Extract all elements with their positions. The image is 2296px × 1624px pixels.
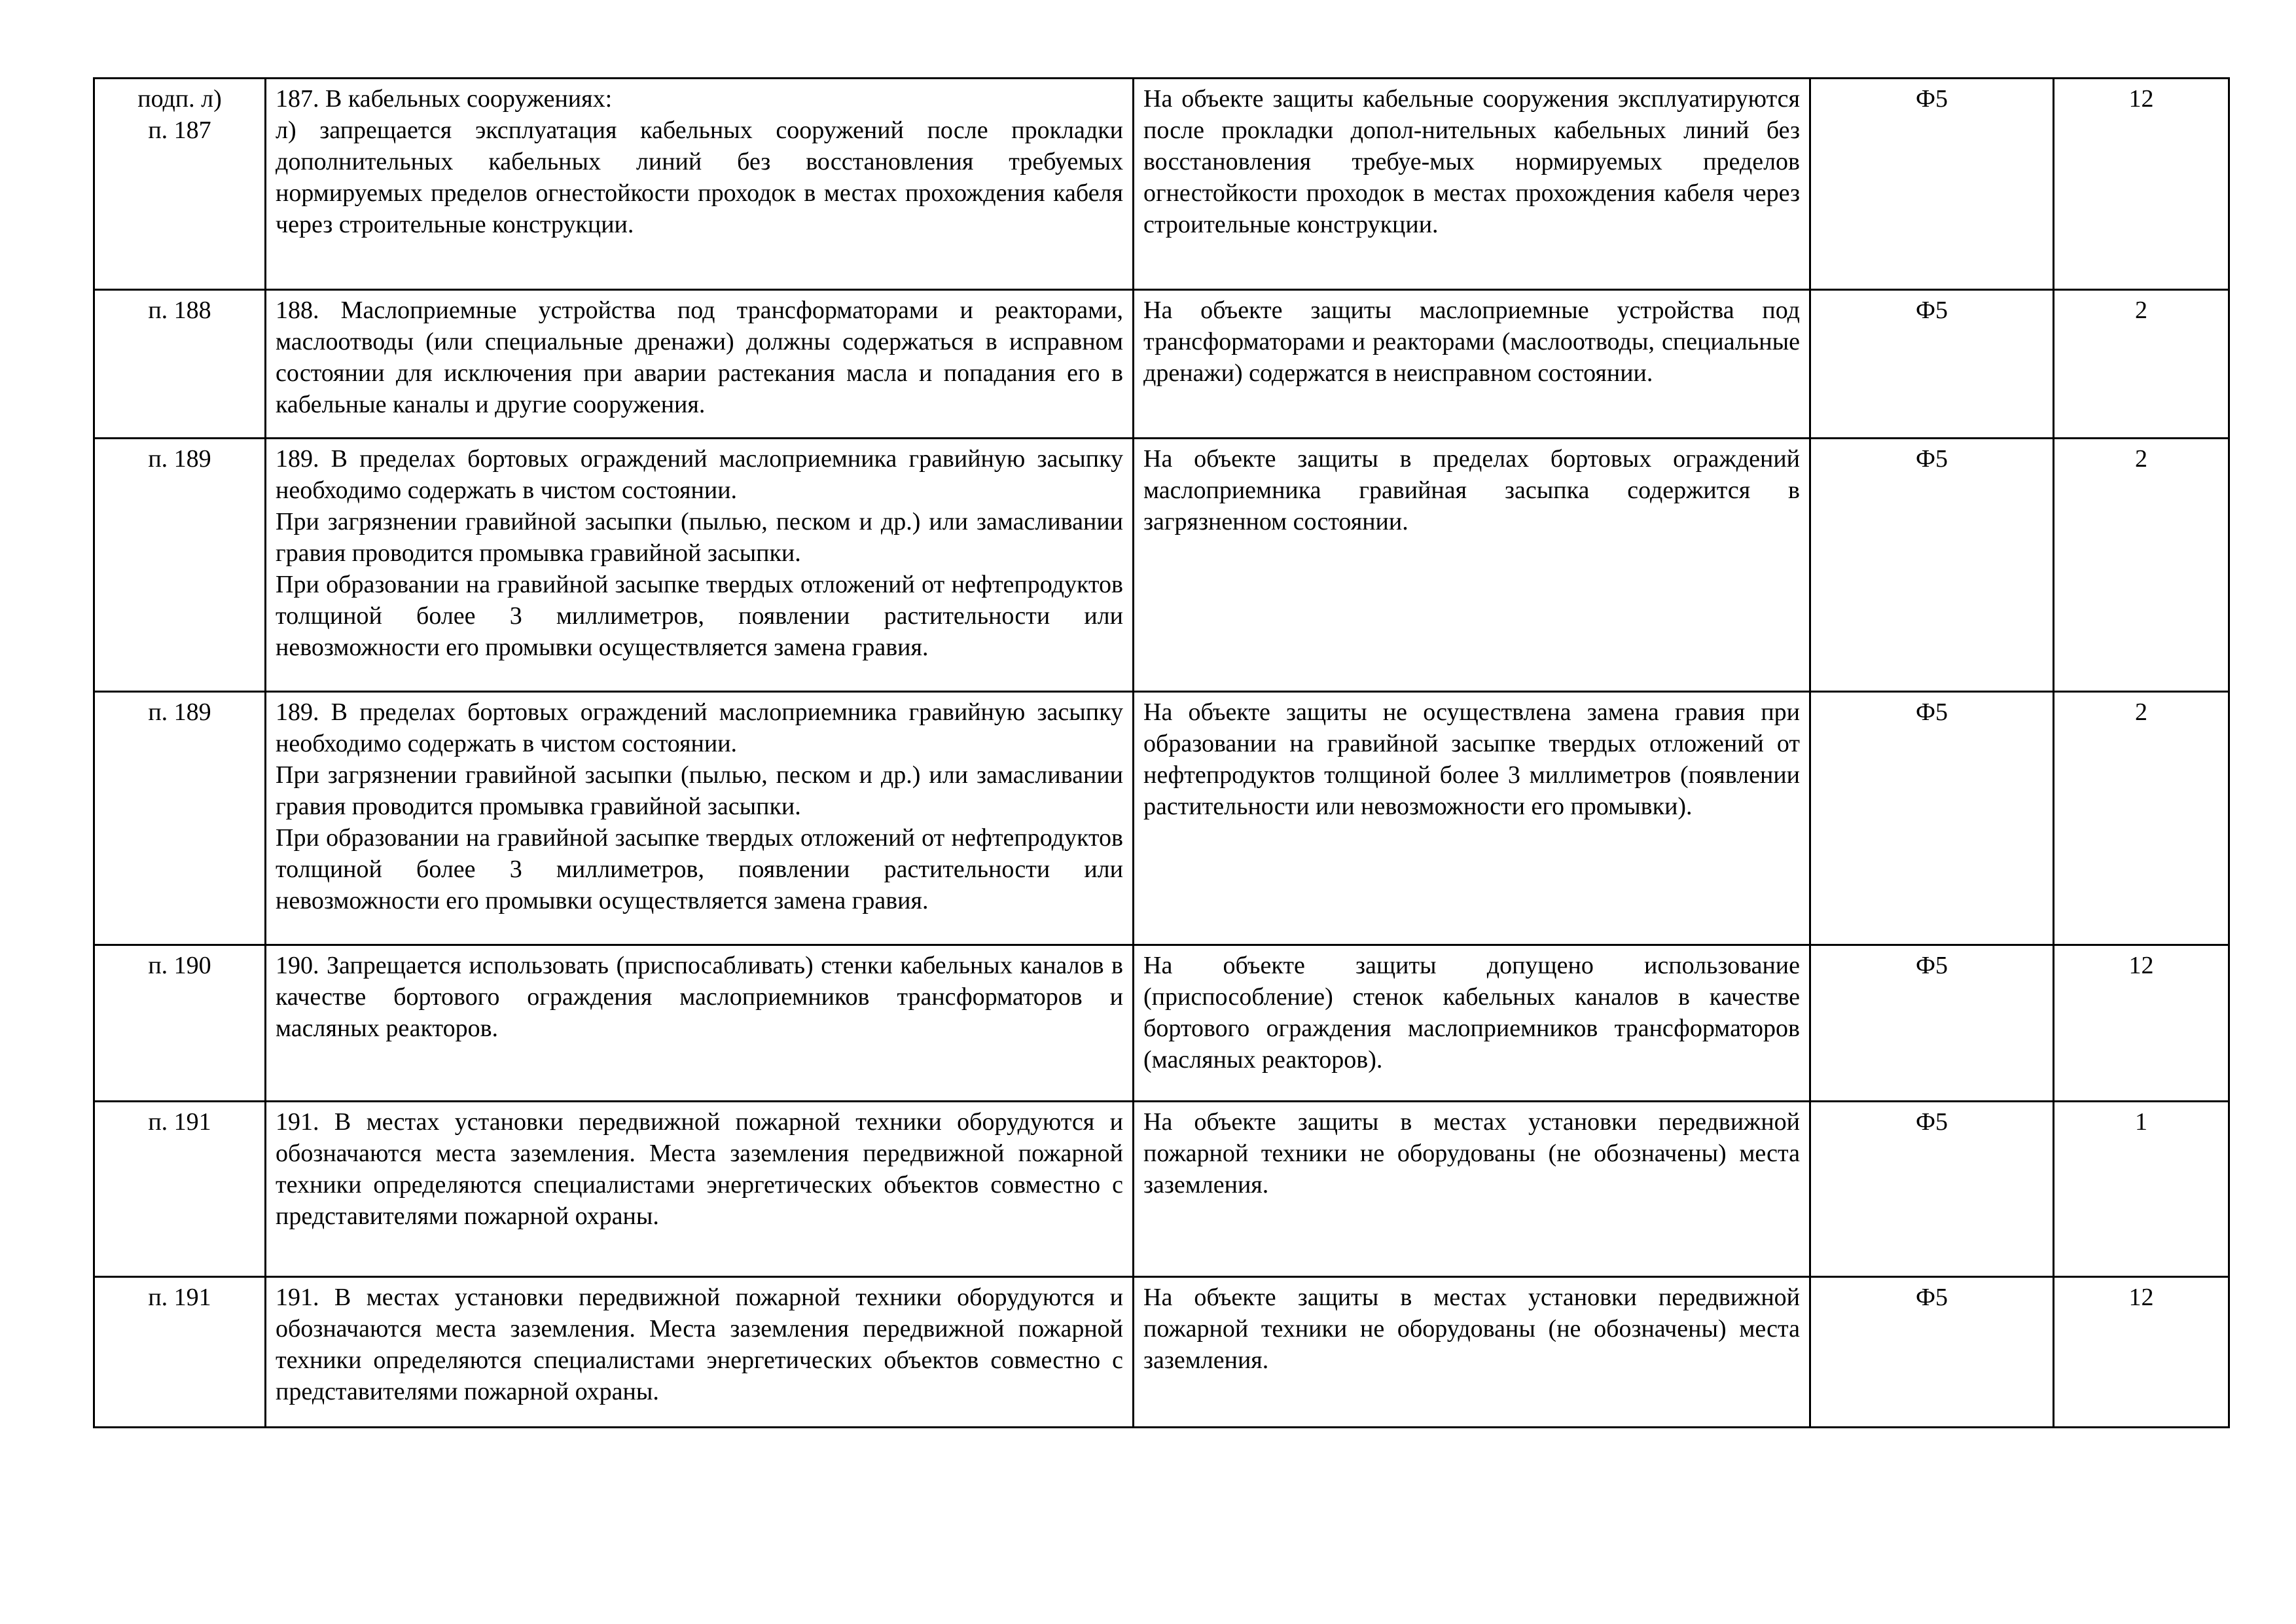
violation-text: На объекте защиты маслоприемные устройства под трансформаторами и реакторами (маслоотводы, специальные дренажи) содержатся в неисправном состоянии.: [1143, 297, 1800, 387]
clause-ref-line: п. 191: [148, 1108, 211, 1136]
number-cell: 12: [2054, 79, 2229, 290]
table-row: [94, 79, 2229, 290]
clause-ref-cell: [94, 79, 266, 290]
clause-ref-cell: [94, 1102, 266, 1277]
clause-ref-cell: [94, 945, 266, 1102]
violation-text: На объекте защиты допущено использование (приспособление) стенок кабельных каналов в качестве бортового ограждения маслоприемников трансформаторов (масляных реакторов).: [1143, 952, 1800, 1074]
clause-ref-line: п. 190: [148, 952, 211, 979]
requirement-paragraph: л) запрещается эксплуатация кабельных сооружений после прокладки дополнительных кабельных линий без восстановления требуемых нормируемых пределов огнестойкости проходок в местах прохождения кабеля через строительные конструкции.: [276, 117, 1123, 238]
violation-cell: [1134, 1277, 1810, 1428]
violation-cell: [1134, 1102, 1810, 1277]
code-cell: Ф5: [1810, 692, 2054, 945]
requirement-cell: [266, 439, 1134, 692]
code-cell: Ф5: [1810, 439, 2054, 692]
requirement-paragraph: При образовании на гравийной засыпке твердых отложений от нефтепродуктов толщиной более 3 миллиметров, появлении растительности или невозможности его промывки осуществляется замена гравия.: [276, 824, 1123, 914]
clause-ref-line: п. 188: [148, 297, 211, 324]
requirement-paragraph: 191. В местах установки передвижной пожарной техники оборудуются и обозначаются места заземления. Места заземления передвижной пожарной техники определяются специалистами энергетических объектов совместно с представителями пожарной охраны.: [276, 1284, 1123, 1405]
violation-cell: [1134, 79, 1810, 290]
table-row: [94, 439, 2229, 692]
clause-ref-cell: [94, 290, 266, 439]
number-cell: 12: [2054, 945, 2229, 1102]
table-row: [94, 1277, 2229, 1428]
requirement-paragraph: 191. В местах установки передвижной пожарной техники оборудуются и обозначаются места заземления. Места заземления передвижной пожарной техники определяются специалистами энергетических объектов совместно с представителями пожарной охраны.: [276, 1108, 1123, 1230]
requirement-cell: [266, 692, 1134, 945]
requirement-paragraph: При загрязнении гравийной засыпки (пылью, песком и др.) или замасливании гравия проводится промывка гравийной засыпки.: [276, 761, 1123, 820]
table-row: [94, 945, 2229, 1102]
violation-cell: [1134, 439, 1810, 692]
requirement-cell: [266, 945, 1134, 1102]
clause-ref-line: п. 191: [148, 1284, 211, 1311]
code-cell: Ф5: [1810, 79, 2054, 290]
clause-ref-line: п. 187: [148, 117, 211, 144]
code-cell: Ф5: [1810, 945, 2054, 1102]
code-cell: Ф5: [1810, 290, 2054, 439]
requirement-paragraph: 187. В кабельных сооружениях:: [276, 85, 613, 113]
violation-cell: [1134, 692, 1810, 945]
violation-cell: [1134, 290, 1810, 439]
number-cell: 2: [2054, 439, 2229, 692]
clause-ref-line: подп. л): [137, 85, 222, 113]
requirement-cell: [266, 290, 1134, 439]
violation-text: На объекте защиты в пределах бортовых ограждений маслоприемника гравийная засыпка содержится в загрязненном состоянии.: [1143, 445, 1800, 535]
violation-text: На объекте защиты не осуществлена замена гравия при образовании на гравийной засыпке твердых отложений от нефтепродуктов толщиной более 3 миллиметров (появлении растительности или невозможности его промывки).: [1143, 698, 1800, 820]
requirement-paragraph: 188. Маслоприемные устройства под трансформаторами и реакторами, маслоотводы (или специальные дренажи) должны содержаться в исправном состоянии для исключения при аварии растекания масла и попадания его в кабельные каналы и другие сооружения.: [276, 297, 1123, 418]
requirement-paragraph: При загрязнении гравийной засыпки (пылью, песком и др.) или замасливании гравия проводится промывка гравийной засыпки.: [276, 508, 1123, 567]
requirement-paragraph: При образовании на гравийной засыпке твердых отложений от нефтепродуктов толщиной более 3 миллиметров, появлении растительности или невозможности его промывки осуществляется замена гравия.: [276, 571, 1123, 661]
violation-text: На объекте защиты кабельные сооружения эксплуатируются после прокладки допол-нительных кабельных линий без восстановления требуе-мых нормируемых пределов огнестойкости проходок в местах прохождения кабеля через строительные конструкции.: [1143, 85, 1800, 238]
clause-ref-cell: [94, 692, 266, 945]
code-cell: Ф5: [1810, 1277, 2054, 1428]
number-cell: 1: [2054, 1102, 2229, 1277]
requirement-paragraph: 190. Запрещается использовать (приспосабливать) стенки кабельных каналов в качестве бортового ограждения маслоприемников трансформаторов и масляных реакторов.: [276, 952, 1123, 1042]
clause-ref-line: п. 189: [148, 445, 211, 473]
clause-ref-cell: [94, 1277, 266, 1428]
clause-ref-cell: [94, 439, 266, 692]
requirement-cell: [266, 1102, 1134, 1277]
table-row: [94, 1102, 2229, 1277]
violations-table: [93, 77, 2230, 1428]
clause-ref-line: п. 189: [148, 698, 211, 726]
violation-text: На объекте защиты в местах установки передвижной пожарной техники не оборудованы (не обозначены) места заземления.: [1143, 1284, 1800, 1374]
number-cell: 12: [2054, 1277, 2229, 1428]
requirement-paragraph: 189. В пределах бортовых ограждений маслоприемника гравийную засыпку необходимо содержать в чистом состоянии.: [276, 445, 1123, 504]
table-row: [94, 290, 2229, 439]
number-cell: 2: [2054, 692, 2229, 945]
requirement-paragraph: 189. В пределах бортовых ограждений маслоприемника гравийную засыпку необходимо содержать в чистом состоянии.: [276, 698, 1123, 757]
requirement-cell: [266, 1277, 1134, 1428]
violation-text: На объекте защиты в местах установки передвижной пожарной техники не оборудованы (не обозначены) места заземления.: [1143, 1108, 1800, 1199]
code-cell: Ф5: [1810, 1102, 2054, 1277]
violation-cell: [1134, 945, 1810, 1102]
number-cell: 2: [2054, 290, 2229, 439]
requirement-cell: [266, 79, 1134, 290]
table-row: [94, 692, 2229, 945]
